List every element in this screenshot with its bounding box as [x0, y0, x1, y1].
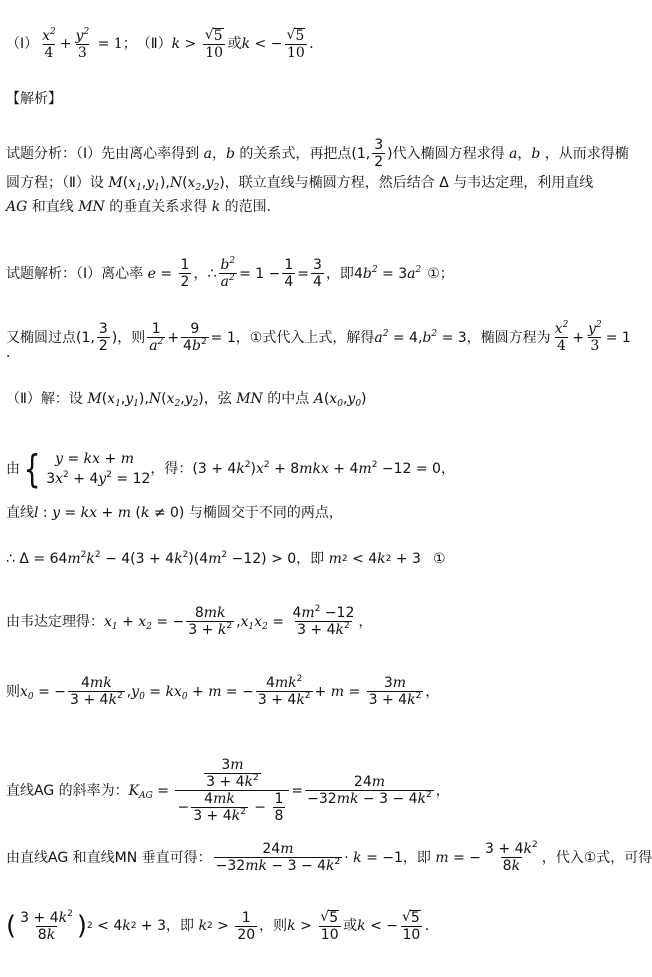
solution-perpendicular: 由直线AG 和直线MN 垂直可得： $\frac{24m}{-32mk - 3 - 4k^2}$ · k = −1 ，即 m = − $\frac{3 + 4k^2}{8k}$ ，代入①式，可得 [6, 840, 652, 874]
solution-vieta: 由韦达定理得： $x_1$ + $x_2$ = − $\frac{8mk}{3 + k^2}$ , $x_1x_2$ = $\frac{4m^2 -12}{3 + 4k^2}$ ， [6, 604, 373, 638]
solution-midpoint-coords: 则 $x_0$ = − $\frac{4mk}{3 + 4k^2}$ , $y_0$ = $kx_0$ + m = − $\frac{4mk^2}{3 + 4k^2}$ + m = $\frac{3m}{3 + 4k^2}$ ， [6, 674, 440, 708]
solution-subst: ，①式代入上式，解得 [235, 329, 375, 346]
answer-line: （Ⅰ） $\frac{x^2}{4}$ + $\frac{y^2}{3}$ = 1 ； （Ⅱ） k > √ 5 10 或 k < − √ 5 10 ． [6, 26, 324, 61]
solution-from: 由 [6, 461, 20, 477]
solution-period: ． [6, 345, 20, 361]
analysis-line-2: 圆方程；（Ⅱ）设 M ( $x_1$ , $y_1$ ), N ( $x_2$ , $y_2$ ) ，联立直线与椭圆方程，然后结合 Δ 与韦达定理，利用直线 [6, 175, 594, 193]
answer-neg-sqrt5-over10: √ 5 10 [286, 27, 305, 61]
solution-perp-label: 由直线AG 和直线MN 垂直可得： [6, 849, 212, 866]
final-end: ． [424, 918, 439, 934]
answer-end: ． [309, 36, 324, 52]
solution-then: ，则 [117, 329, 146, 346]
final-or: 或 [343, 918, 358, 934]
analysis-line-3: AG 和直线 MN 的垂直关系求得 k 的范围． [6, 199, 281, 215]
solution-line-l-label: 直线 [6, 505, 34, 521]
solution-sub-into: ，代入①式，可得 [541, 849, 652, 866]
solution-midpoint: 的中点 [267, 391, 310, 407]
answer-part2-label: （Ⅱ） [136, 36, 172, 52]
solution-final: ( $\frac{3 + 4k^2}{8k}$ ) 2 < 4 k 2 + 3 ，即 k 2 > $\frac{1}{20}$ ，则 k > √ 5 10 或 k < − √ 5 10 ． [6, 908, 439, 943]
analysis-line-1: 试题分析：（Ⅰ）先由离心率得到 a ， b 的关系式，再把点 (1, $\frac{3}{2}$ ) 代入椭圆方程求得 a ， b ，从而求得椭 [6, 137, 629, 170]
solution-then2: 则 [6, 683, 20, 700]
solution-get: ，得： [150, 461, 193, 477]
answer-sep: ； [122, 36, 137, 52]
circle-one-mark: ① [427, 265, 440, 282]
solution-eq-is: ，椭圆方程为 [466, 329, 551, 346]
answer-part1-label: （Ⅰ） [6, 36, 39, 52]
solution-vieta-label: 由韦达定理得： [6, 613, 104, 630]
solution-eccentricity: 试题解析：（Ⅰ）离心率 e = $\frac{1}{2}$ ， ∴ $\frac{b^2}{a^2}$ = 1 − $\frac{1}{4}$ = $\frac{3}{4}$ ，即 4 $b^2$ = 3 $a^2$ ① ； [6, 256, 454, 290]
solution-slope-ag: 直线AG 的斜率为： $K_{AG}$ = $\frac{3m}{3 + 4k^2}$ − $\frac{4mk}{3 + 4k^2}$ − $\frac{1}{8}$ = $\frac{24m}{-32mk - 3 - 4k^2}$ ， [6, 757, 450, 824]
solution-intersects: 与椭圆交于不同的两点， [188, 505, 343, 521]
solution-passes: 又椭圆过点 [6, 329, 76, 346]
solution-line-l: 直线 l : y = kx + m ( k ≠ 0) 与椭圆交于不同的两点， [6, 505, 343, 521]
solution-slope-label: 直线AG 的斜率为： [6, 782, 129, 799]
answer-x-term: $\frac{x^2}{4}$ [42, 26, 56, 61]
solution-intro: 试题解析：（Ⅰ）离心率 [6, 265, 144, 282]
solution-system: 由 { y = kx + m $3x^2 + 4y^2 = 12$ ，得： $(3 + 4k^2)x^2 + 8mkx + 4m^2 -12 = 0$ ， [6, 447, 455, 491]
therefore-symbol: ∴ [207, 265, 217, 282]
answer-y-term: $\frac{y^2}{3}$ [75, 26, 90, 61]
answer-sqrt5-over10: √ 5 10 [204, 27, 224, 61]
answer-or: 或 [227, 36, 242, 52]
solution-ie: ，即 [325, 265, 354, 282]
solution-passes-point: 又椭圆过点 (1, $\frac{3}{2}$ ) ，则 $\frac{1}{a^2}$ + $\frac{9}{4b^2}$ = 1 ，①式代入上式，解得 $a^2$ = 4, $b^2$ = 3 ，椭圆方程为 $\frac{x^2}{4}$ + $\frac{y^2}{3}$ = 1 [6, 320, 631, 354]
solution-part2-head: （Ⅱ）解：设 M ( $x_1$ , $y_1$ ), N ( $x_2$ , $y_2$ ) ，弦 MN 的中点 A ( $x_0$ , $y_0$ ) [6, 391, 367, 409]
solution-then3: ，则 [259, 918, 288, 934]
solution-chord: ，弦 [203, 391, 232, 407]
section-title: 【解析】 [6, 91, 62, 107]
solution-discriminant: ∴ $\Delta = 64m^2k^2 - 4(3 + 4k^2)(4m^2 -12) > 0$ ，即 m 2 < 4 k 2 + 3 ① [6, 550, 446, 567]
part2-head: （Ⅱ）解：设 [6, 391, 83, 407]
